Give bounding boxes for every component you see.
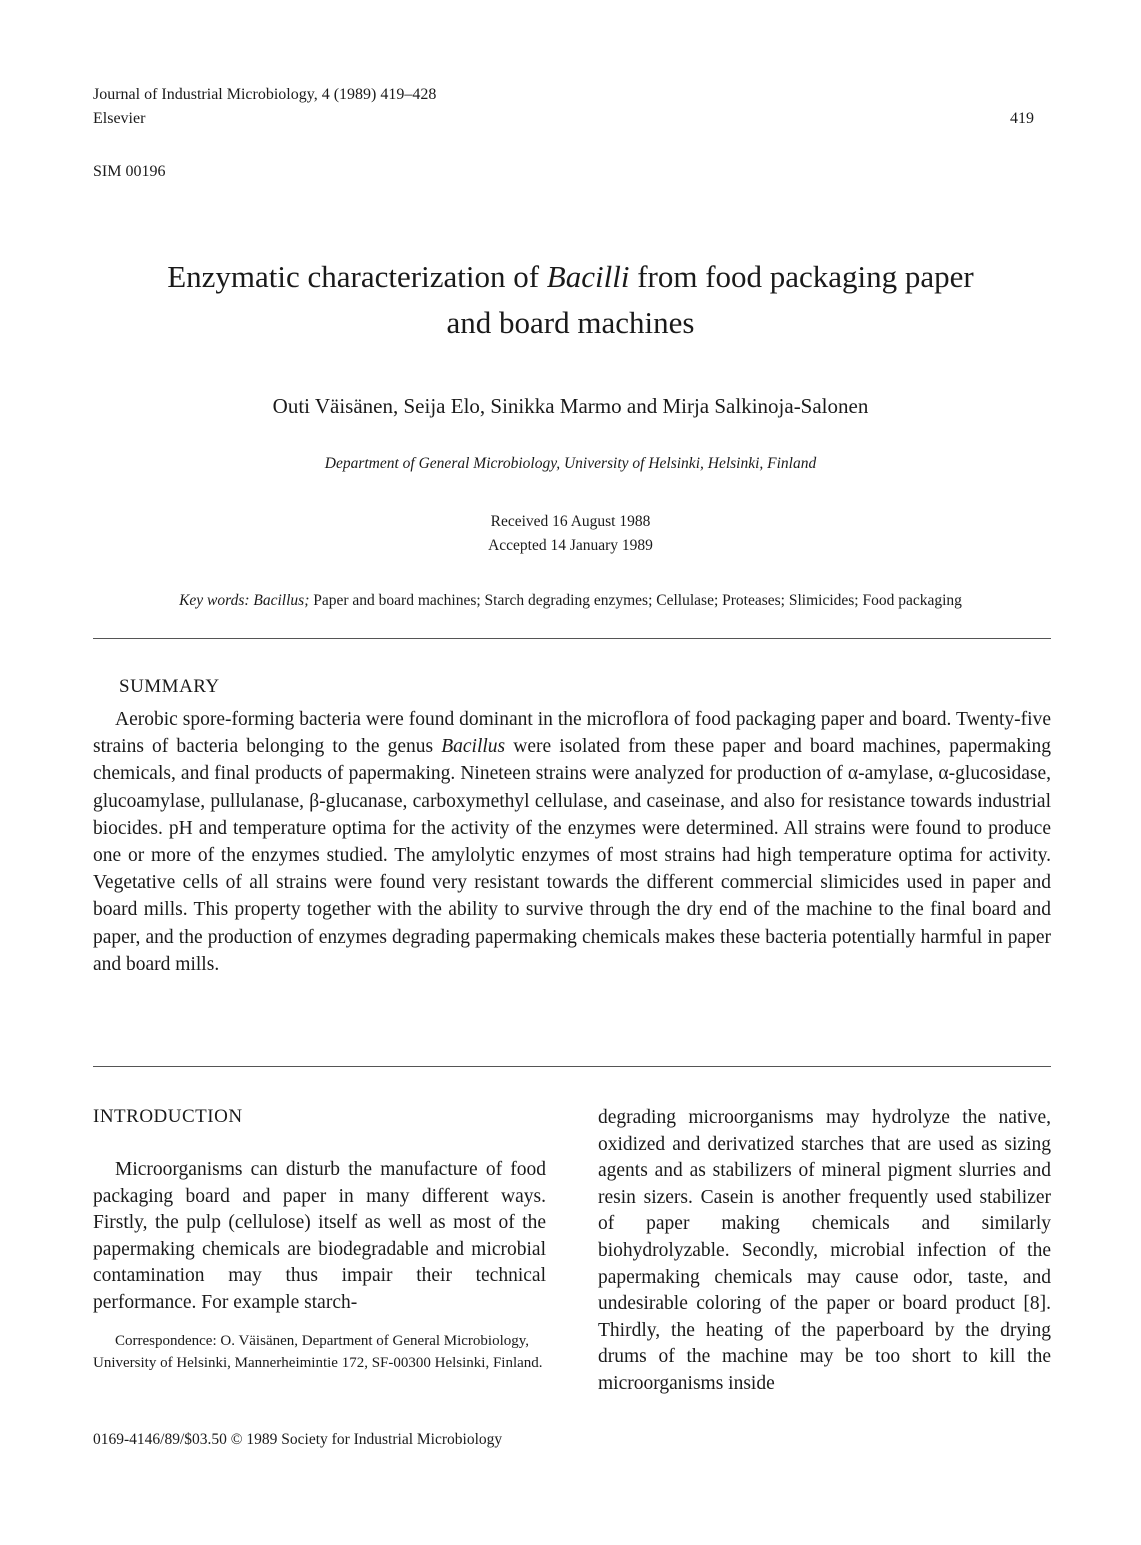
received-date: Received 16 August 1988: [490, 513, 651, 530]
introduction-heading: INTRODUCTION: [93, 1106, 243, 1127]
article-dates: [60, 510, 1081, 558]
keywords-text: Paper and board machines; Starch degrading enzymes; Cellulase; Proteases; Slimicides; Food packaging: [309, 592, 962, 609]
journal-header: [93, 83, 436, 131]
intro-right-column: degrading microorganisms may hydrolyze the native, oxidized and derivatized starches that are used as sizing agents and as stabilizers of mineral pigment slurries and resin sizers. Casein is another frequently used stabilizer of paper making chemicals and similarly biohydrolyzable. Secondly, microbial infection of the papermaking chemicals may cause odor, taste, and undesirable coloring of the paper or board product [8]. Thirdly, the heating of the paperboard by the drying drums of the machine may be too short to kill the microorganisms inside: [598, 1107, 1051, 1394]
title-italic-genus: Bacilli: [546, 259, 630, 294]
intro-left-column: Microorganisms can disturb the manufacture of food packaging board and paper in many different ways. Firstly, the pulp (cellulose) itself as well as most of the papermaking chemicals are biodegradable and microbial contamination may thus impair their technical performance. For example starch-: [93, 1159, 546, 1313]
page-number: 419: [1010, 110, 1034, 127]
article-title: Enzymatic characterization of Bacilli from food packaging paper and board machines: [167, 259, 974, 340]
keywords-label: Key words: Bacillus;: [179, 592, 310, 609]
summary-paragraph: Aerobic spore-forming bacteria were found dominant in the microflora of food packaging paper and board. Twenty-five strains of bacteria belonging to the genus Bacillus were isolated from these paper and board machines, papermaking chemicals, and final products of papermaking. Nineteen strains were analyzed for production of α-amylase, α-glucosidase, glucoamylase, pullulanase, β-glucanase, carboxymethyl cellulase, and caseinase, and also for resistance towards industrial biocides. pH and temperature optima for the activity of the enzymes were determined. All strains were found to produce one or more of the enzymes studied. The amylolytic enzymes of most strains had high temperature optima for activity. Vegetative cells of all strains were found very resistant towards the different commercial slimicides used in paper and board mills. This property together with the ability to survive through the dry end of the machine to the final board and paper, and the production of enzymes degrading papermaking chemicals makes these bacteria potentially harmful in paper and board mills.: [93, 709, 1051, 975]
correspondence-footnote: Correspondence: O. Väisänen, Department of General Microbiology, University of Helsinki, Mannerheimintie 172, SF-00300 Helsinki, Finland.: [93, 1333, 543, 1371]
issn-footer: 0169-4146/89/$03.50 © 1989 Society for Industrial Microbiology: [93, 1431, 503, 1448]
keywords: [60, 592, 1081, 610]
affiliation: Department of General Microbiology, University of Helsinki, Helsinki, Finland: [324, 455, 817, 472]
divider-bottom: [93, 1066, 1051, 1067]
summary-heading: SUMMARY: [119, 676, 220, 697]
divider-top: [93, 638, 1051, 639]
author-list: Outi Väisänen, Seija Elo, Sinikka Marmo and Mirja Salkinoja-Salonen: [272, 394, 869, 418]
journal-citation: Journal of Industrial Microbiology, 4 (1989) 419–428: [93, 86, 437, 103]
accepted-date: Accepted 14 January 1989: [488, 537, 653, 554]
sim-id: SIM 00196: [93, 163, 166, 180]
publisher: Elsevier: [93, 110, 146, 127]
